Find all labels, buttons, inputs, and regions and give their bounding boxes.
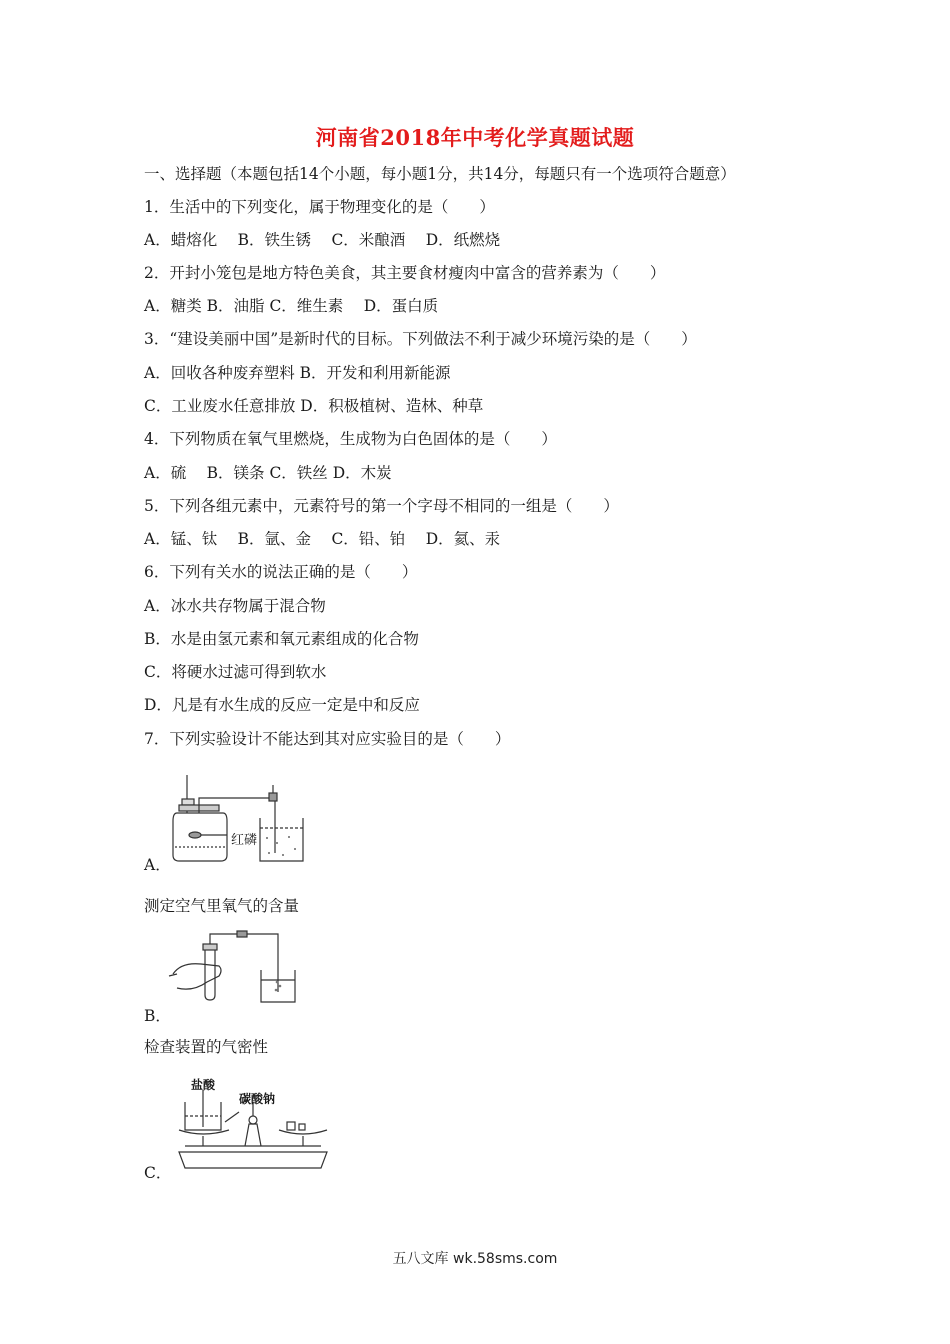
question-6-stem: 6．下列有关水的说法正确的是（ ）: [144, 563, 418, 581]
q7-option-a-letter: A．: [144, 856, 171, 874]
figure-balance-apparatus: [175, 1072, 335, 1172]
question-5-options: A．锰、钛 B．氩、金 C．铅、铂 D．氦、汞: [144, 530, 501, 548]
question-1-options: A．蜡熔化 B．铁生锈 C．米酿酒 D．纸燃烧: [144, 231, 501, 249]
question-6-option-b: B．水是由氢元素和氧元素组成的化合物: [144, 630, 419, 648]
q7-option-b-letter: B．: [144, 1007, 171, 1025]
footer-watermark: 五八文库 wk.58sms.com: [392, 1251, 558, 1267]
question-3-options-ab: A．回收各种废弃塑料 B．开发和利用新能源: [144, 364, 451, 382]
question-3-options-cd: C．工业废水任意排放 D．积极植树、造林、种草: [144, 397, 484, 415]
q7-option-c-letter: C．: [144, 1164, 172, 1182]
question-6-option-c: C．将硬水过滤可得到软水: [144, 663, 327, 681]
question-4-options: A．硫 B．镁条 C．铁丝 D．木炭: [144, 464, 392, 482]
question-2-options: A．糖类 B．油脂 C．维生素 D．蛋白质: [144, 297, 439, 315]
page-title: 河南省2018年中考化学真题试题: [315, 125, 635, 150]
figure-c-label-carbonate: 碳酸钠: [239, 1092, 276, 1106]
question-7-stem: 7．下列实验设计不能达到其对应实验目的是（ ）: [144, 730, 511, 748]
q7-option-a-caption: 测定空气里氧气的含量: [144, 897, 300, 915]
question-2-stem: 2．开封小笼包是地方特色美食，其主要食材瘦肉中富含的营养素为（ ）: [144, 264, 666, 282]
question-3-stem: 3．“建设美丽中国”是新时代的目标。下列做法不利于减少环境污染的是（ ）: [144, 330, 697, 348]
question-1-stem: 1．生活中的下列变化，属于物理变化的是（ ）: [144, 198, 495, 216]
question-5-stem: 5．下列各组元素中，元素符号的第一个字母不相同的一组是（ ）: [144, 497, 619, 515]
figure-oxygen-apparatus: [165, 773, 335, 868]
question-6-option-a: A．冰水共存物属于混合物: [144, 597, 326, 615]
figure-c-label-acid: 盐酸: [191, 1078, 216, 1092]
question-4-stem: 4．下列物质在氧气里燃烧，生成物为白色固体的是（ ）: [144, 430, 557, 448]
q7-option-b-caption: 检查装置的气密性: [144, 1038, 269, 1056]
figure-airtightness-apparatus: [163, 930, 313, 1005]
figure-a-label: 红磷: [231, 833, 258, 848]
question-6-option-d: D．凡是有水生成的反应一定是中和反应: [144, 696, 420, 714]
section-heading: 一、选择题（本题包括14个小题，每小题1分，共14分，每题只有一个选项符合题意）: [144, 165, 736, 183]
